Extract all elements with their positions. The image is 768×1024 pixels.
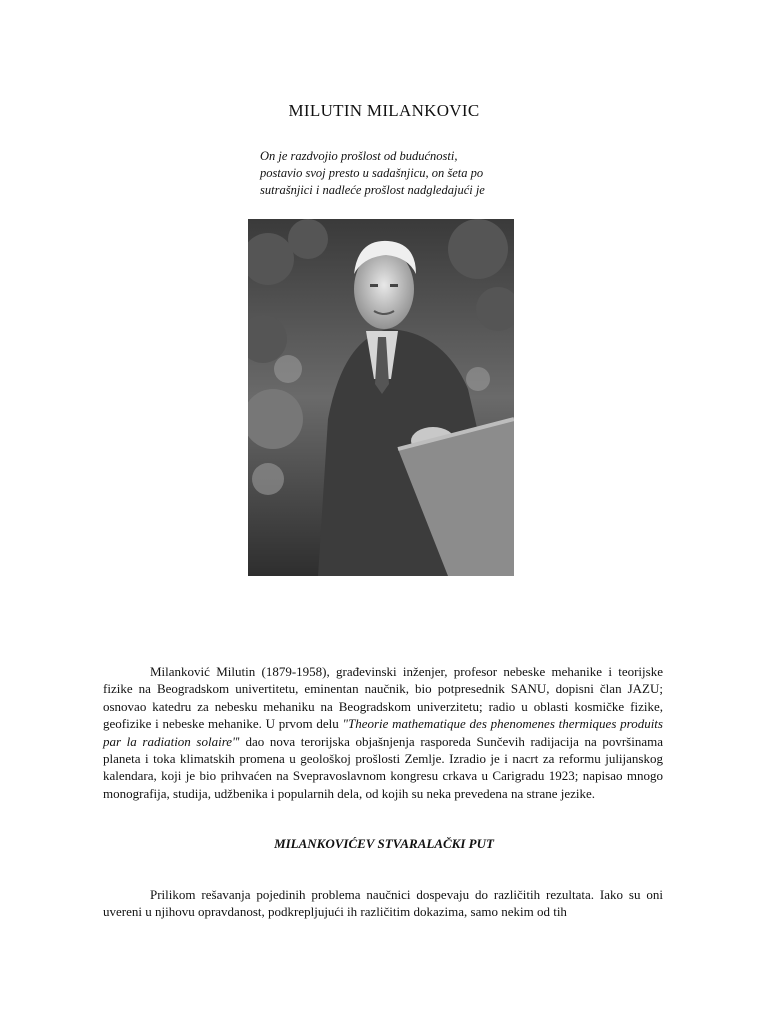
portrait-photo: [248, 219, 514, 576]
body-paragraph: [103, 886, 663, 921]
epigraph-line: sutrašnjici i nadleće prošlost nadgledajući je: [260, 183, 485, 197]
work-title: "Theorie mathematique des phenomenes thermiques produits par la radiation solaire": [103, 716, 663, 749]
biography-text-part: ' dao nova terorijska objašnjenja rasporeda Sunčevih radijacija na površinama planeta i toka klimatskih promena u geološkoj prošlosti Zemlje. Izradio je i nacrt za reformu julijanskog kalendara, koji je bio prihvaćen na Svepravoslavnom kongresu crkava u Carigradu 1923; napisao mnogo monografija, studija, udžbenika i popularnih dela, od kojih su neka prevedena na strane jezike.: [103, 733, 663, 801]
section-title: MILANKOVIĆEV STVARALAČKI PUT: [274, 836, 494, 851]
body-paragraph-text: Prilikom rešavanja pojedinih problema naučnici dospevaju do različitih rezultata. Iako su oni uvereni u njihovu opravdanost, podkrepljujući ih različitim dokazima, samo nekim od tih: [103, 887, 663, 920]
epigraph-line: On je razdvojio prošlost od budućnosti,: [260, 149, 458, 163]
biography-text-part: Milanković Milutin (1879-1958), građevinski inženjer, profesor nebeske mehanike i teorijske fizike na Beogradskom univertitetu, eminentan naučnik, bio potpresednik SANU, dopisni član JAZU; osnovao katedru za nebesku mehaniku na Beogradskom univerzitetu; radio u oblasti kosmičke fizike, geofizike i nebeske mehanike. U prvom delu: [103, 664, 663, 732]
document-title: MILUTIN MILANKOVIC: [288, 101, 480, 120]
epigraph: [260, 148, 560, 199]
biography-paragraph: [103, 663, 663, 802]
epigraph-line: postavio svoj presto u sadašnjicu, on šeta po: [260, 166, 484, 180]
